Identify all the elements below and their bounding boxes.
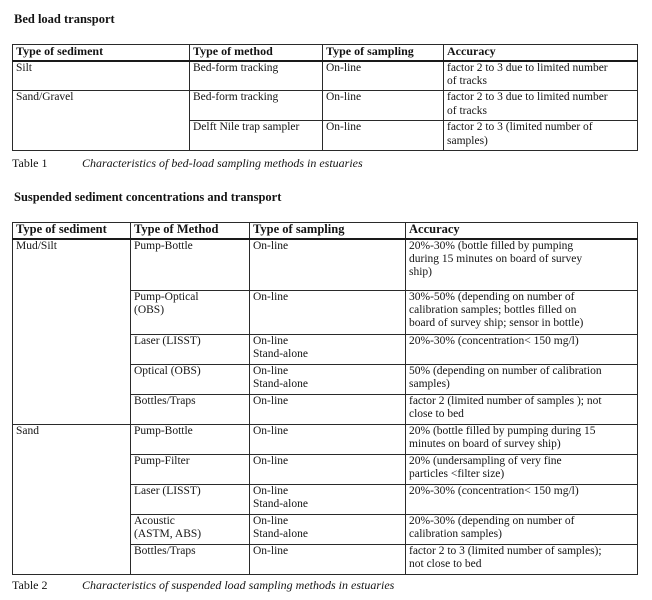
cell-line: samples) [409, 378, 450, 391]
cell-line: On-line [253, 425, 289, 437]
method-cell [131, 239, 250, 291]
sampling-cell [250, 291, 406, 335]
method-cell [131, 335, 250, 365]
table-row [13, 239, 638, 291]
cell-line: (OBS) [134, 304, 165, 317]
table-1-caption [12, 156, 363, 170]
accuracy-cell [406, 515, 638, 545]
cell-line: Stand-alone [253, 348, 308, 361]
cell-line: Bottles/Traps [134, 545, 196, 557]
cell-line: not close to bed [409, 558, 482, 571]
cell-line: Pump-Optical [134, 291, 199, 303]
column-header: Type of sampling [323, 45, 444, 61]
method-cell [131, 291, 250, 335]
cell-line: calibration samples) [409, 528, 502, 541]
table-2-caption [12, 578, 394, 592]
method-cell [131, 455, 250, 485]
sediment-cell: Silt [13, 61, 190, 91]
cell-line: 20% (bottle filled by pumping during 15 [409, 425, 596, 437]
caption-number: Table 2 [12, 578, 48, 592]
cell-line: Stand-alone [253, 528, 308, 541]
sediment-cell: Sand/Gravel [13, 91, 190, 151]
accuracy-cell [444, 121, 638, 151]
method-cell [131, 365, 250, 395]
accuracy-cell [444, 91, 638, 121]
cell-line: Pump-Filter [134, 455, 190, 467]
cell-line: 50% (depending on number of calibration [409, 365, 602, 377]
sampling-cell: On-line [323, 121, 444, 151]
accuracy-line: factor 2 to 3 due to limited number [447, 91, 608, 103]
accuracy-line: samples) [447, 134, 488, 147]
sampling-cell: On-line [323, 91, 444, 121]
accuracy-cell [406, 425, 638, 455]
table-row [13, 61, 638, 91]
accuracy-cell [406, 395, 638, 425]
sediment-cell: Sand [13, 425, 131, 575]
accuracy-cell [444, 61, 638, 91]
cell-line: board of survey ship; sensor in bottle) [409, 317, 584, 330]
cell-line: On-line [253, 365, 289, 377]
method-cell: Bed-form tracking [190, 91, 323, 121]
accuracy-line: factor 2 to 3 (limited number of [447, 121, 593, 133]
cell-line: minutes on board of survey ship) [409, 438, 561, 451]
cell-line: close to bed [409, 408, 464, 421]
cell-line: 20%-30% (concentration< 150 mg/l) [409, 485, 579, 497]
method-cell [131, 515, 250, 545]
sampling-cell [250, 365, 406, 395]
cell-line: Optical (OBS) [134, 365, 201, 377]
cell-line: Pump-Bottle [134, 425, 193, 437]
accuracy-cell [406, 291, 638, 335]
cell-line: factor 2 to 3 (limited number of samples); [409, 545, 602, 557]
cell-line: On-line [253, 545, 289, 557]
cell-line: Pump-Bottle [134, 239, 193, 252]
sampling-cell [250, 335, 406, 365]
sediment-cell: Mud/Silt [13, 239, 131, 425]
method-cell: Bed-form tracking [190, 61, 323, 91]
accuracy-cell [406, 365, 638, 395]
cell-line: On-line [253, 335, 289, 347]
cell-line: On-line [253, 395, 289, 407]
cell-line: Laser (LISST) [134, 335, 201, 347]
cell-line: calibration samples; bottles filled on [409, 304, 577, 317]
sampling-cell [250, 545, 406, 575]
cell-line: Laser (LISST) [134, 485, 201, 497]
sampling-cell [250, 455, 406, 485]
cell-line: during 15 minutes on board of survey [409, 252, 583, 265]
accuracy-line: of tracks [447, 104, 487, 117]
cell-line: 20%-30% (concentration< 150 mg/l) [409, 335, 579, 347]
caption-number: Table 1 [12, 156, 48, 170]
column-header: Type of sediment [13, 223, 131, 239]
cell-line: Acoustic [134, 515, 175, 527]
sampling-cell [250, 425, 406, 455]
accuracy-cell [406, 455, 638, 485]
cell-line: ship) [409, 265, 432, 278]
cell-line: (ASTM, ABS) [134, 528, 202, 541]
cell-line: Bottles/Traps [134, 395, 196, 407]
suspended-heading: Suspended sediment concentrations and transport [14, 190, 282, 204]
accuracy-cell [406, 545, 638, 575]
method-cell [131, 395, 250, 425]
cell-line: 20% (undersampling of very fine [409, 455, 562, 467]
sampling-cell: On-line [323, 61, 444, 91]
accuracy-line: of tracks [447, 75, 487, 87]
table-row [13, 91, 638, 121]
method-cell: Delft Nile trap sampler [190, 121, 323, 151]
caption-text: Characteristics of bed-load sampling methods in estuaries [82, 156, 363, 170]
bed-load-heading: Bed load transport [14, 12, 115, 26]
cell-line: On-line [253, 455, 289, 467]
method-cell [131, 485, 250, 515]
accuracy-cell [406, 239, 638, 291]
sampling-cell [250, 239, 406, 291]
cell-line: Stand-alone [253, 378, 308, 391]
method-cell [131, 545, 250, 575]
caption-text: Characteristics of suspended load sampling methods in estuaries [82, 578, 395, 592]
cell-line: 20%-30% (bottle filled by pumping [409, 239, 574, 252]
column-header: Type of Method [131, 223, 250, 239]
method-cell [131, 425, 250, 455]
cell-line: 30%-50% (depending on number of [409, 291, 575, 303]
accuracy-cell [406, 335, 638, 365]
cell-line: On-line [253, 239, 289, 252]
table-header-row [13, 45, 638, 61]
column-header: Accuracy [406, 223, 638, 239]
cell-line: 20%-30% (depending on number of [409, 515, 575, 527]
cell-line: On-line [253, 485, 289, 497]
sampling-cell [250, 395, 406, 425]
cell-line: particles <filter size) [409, 468, 505, 481]
column-header: Type of sampling [250, 223, 406, 239]
cell-line: Stand-alone [253, 498, 308, 511]
accuracy-line: factor 2 to 3 due to limited number [447, 61, 608, 74]
sampling-cell [250, 515, 406, 545]
column-header: Accuracy [444, 45, 638, 61]
table-row [13, 425, 638, 455]
suspended-table [12, 222, 638, 575]
column-header: Type of method [190, 45, 323, 61]
sampling-cell [250, 485, 406, 515]
cell-line: On-line [253, 515, 289, 527]
column-header: Type of sediment [13, 45, 190, 61]
cell-line: On-line [253, 291, 289, 303]
accuracy-cell [406, 485, 638, 515]
cell-line: factor 2 (limited number of samples ); not [409, 395, 602, 407]
table-header-row [13, 223, 638, 239]
bed-load-table [12, 44, 638, 151]
